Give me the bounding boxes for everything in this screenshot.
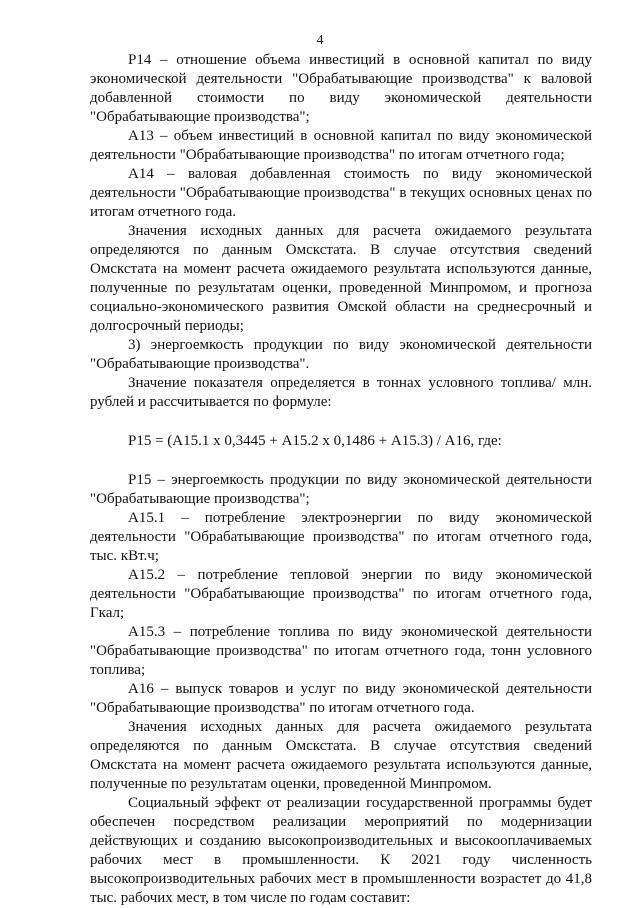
paragraph-social-effect: Социальный эффект от реализации государственной программы будет обеспечен посредством реализации мероприятий по модернизации действующих и созданию высокопроизводительных и высокооплачиваемых рабочих мест в промышленности. К 2021 году численность высокопроизводительных рабочих мест в промышленности возрастет до 41,8 тыс. рабочих мест, в том числе по годам составит: — [90, 795, 592, 906]
paragraph-a16-definition: А16 – выпуск товаров и услуг по виду экономической деятельности "Обрабатывающие производства" по итогам отчетного года. — [90, 681, 592, 716]
paragraph-p15-definition: P15 – энергоемкость продукции по виду экономической деятельности "Обрабатывающие производства"; — [90, 472, 592, 507]
paragraph-a13-definition: А13 – объем инвестиций в основной капитал по виду экономической деятельности "Обрабатывающие производства" по итогам отчетного года; — [90, 128, 592, 163]
paragraph-p14-definition: P14 – отношение объема инвестиций в основной капитал по виду экономической деятельности "Обрабатывающие производства" к валовой добавленной стоимости по виду экономической деятельности "Обрабатывающие производства"; — [90, 52, 592, 125]
formula-p15: P15 = (А15.1 х 0,3445 + А15.2 х 0,1486 + А15.3) / А16, где: — [128, 433, 502, 449]
paragraph-a15-3-definition: А15.3 – потребление топлива по виду экономической деятельности "Обрабатывающие производства" по итогам отчетного года, тонн условного топлива; — [90, 624, 592, 678]
document-body — [90, 51, 592, 908]
paragraph-source-data: Значения исходных данных для расчета ожидаемого результата определяются по данным Омскстата. В случае отсутствия сведений Омскстата на момент расчета ожидаемого результата используются данные, полученные по результатам оценки, проведенной Минпромом, и прогноза социально-экономического развития Омской области на среднесрочный и долгосрочный периоды; — [90, 223, 592, 334]
paragraph-unit-description: Значение показателя определяется в тоннах условного топлива/ млн. рублей и рассчитывается по формуле: — [90, 375, 592, 410]
paragraph-item-3: 3) энергоемкость продукции по виду экономической деятельности "Обрабатывающие производства". — [90, 337, 592, 372]
paragraph-source-data-2: Значения исходных данных для расчета ожидаемого результата определяются по данным Омскстата. В случае отсутствия сведений Омскстата на момент расчета ожидаемого результата используются данные, полученные по результатам оценки, проведенной Минпромом. — [90, 719, 592, 792]
paragraph-a14-definition: А14 – валовая добавленная стоимость по виду экономической деятельности "Обрабатывающие производства" в текущих основных ценах по итогам отчетного года. — [90, 166, 592, 220]
paragraph-a15-2-definition: А15.2 – потребление тепловой энергии по виду экономической деятельности "Обрабатывающие производства" по итогам отчетного года, Гкал; — [90, 567, 592, 621]
paragraph-a15-1-definition: А15.1 – потребление электроэнергии по виду экономической деятельности "Обрабатывающие производства" по итогам отчетного года, тыс. кВт.ч; — [90, 510, 592, 564]
page-number: 4 — [316, 33, 324, 48]
